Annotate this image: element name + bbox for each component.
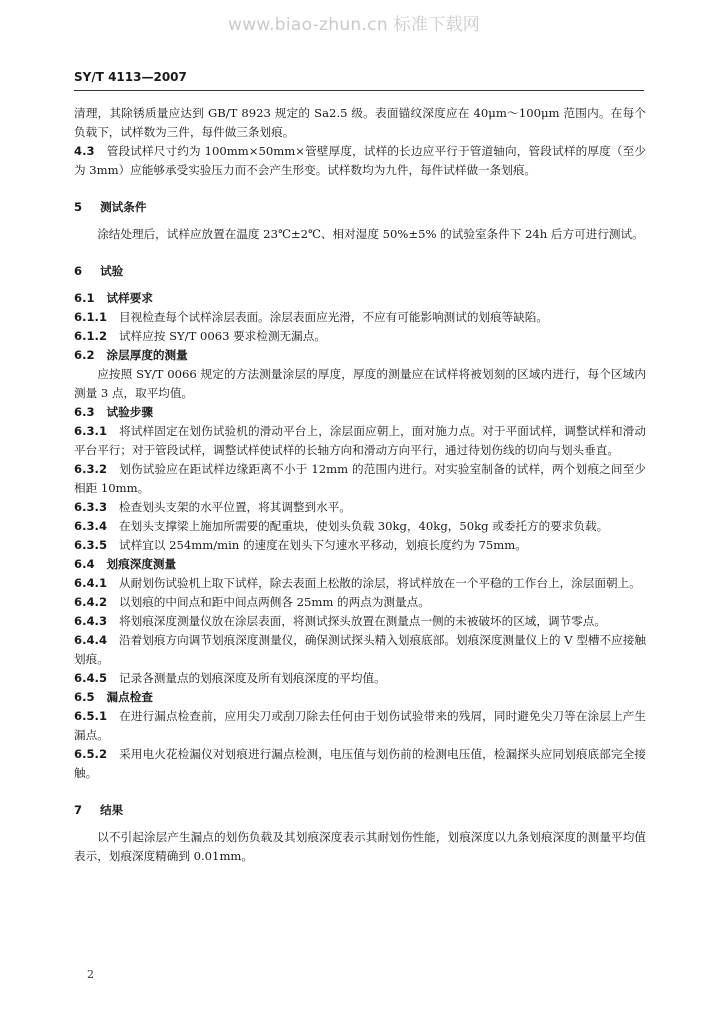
- clause-text: 将划痕深度测量仪放在涂层表面，将测试探头放置在测量点一侧的未被破坏的区域，调节零点。: [119, 614, 606, 628]
- section-number: 5: [74, 200, 83, 214]
- section-title: 测试条件: [100, 200, 147, 214]
- clause-text: 试样宜以 254mm/min 的速度在划头下匀速水平移动，划痕长度约为 75mm。: [119, 538, 527, 552]
- document-body: [74, 104, 646, 866]
- section-title: 结果: [100, 803, 124, 817]
- subsection-number: 6.5: [74, 690, 95, 704]
- clause-text: 检查划头支架的水平位置，将其调整到水平。: [119, 500, 351, 514]
- subsection-title: 试样要求: [106, 291, 153, 305]
- subsection-6-5-heading: [74, 688, 646, 707]
- subsection-6-1-heading: [74, 289, 646, 308]
- clause-text: 从耐划伤试验机上取下试样，除去表面上松散的涂层，将试样放在一个平稳的工作台上，涂层面朝上。: [119, 576, 641, 590]
- clause-number: 6.5.1: [74, 709, 108, 723]
- clause-6-4-3: [74, 612, 646, 631]
- clause-text: 目视检查每个试样涂层表面。涂层表面应光滑，不应有可能影响测试的划痕等缺陷。: [119, 310, 548, 324]
- subsection-number: 6.1: [74, 291, 95, 305]
- subsection-number: 6.3: [74, 405, 95, 419]
- clause-number: 6.4.4: [74, 633, 108, 647]
- clause-number: 6.3.5: [74, 538, 108, 552]
- clause-text: 在进行漏点检查前，应用尖刀或刮刀除去任何由于划伤试验带来的残屑，同时避免尖刀等在涂层上产生漏点。: [74, 709, 646, 742]
- clause-text: 以划痕的中间点和距中间点两侧各 25mm 的两点为测量点。: [119, 595, 430, 609]
- subsection-title: 漏点检查: [106, 690, 153, 704]
- clause-6-3-3: [74, 498, 646, 517]
- page-number: 2: [87, 968, 94, 981]
- clause-6-5-1: [74, 707, 646, 745]
- subsection-6-4-heading: [74, 555, 646, 574]
- clause-text: 将试样固定在划伤试验机的滑动平台上，涂层面应朝上，面对施力点。对于平面试样，调整试样和滑动平台平行；对于管段试样，调整试样使试样的长轴方向和滑动方向平行，通过待划伤线的切向与划头垂直。: [74, 424, 646, 457]
- clause-number: 6.1.1: [74, 310, 108, 324]
- clause-number: 6.5.2: [74, 747, 108, 761]
- clause-6-4-5: [74, 669, 646, 688]
- clause-6-3-2: [74, 460, 646, 498]
- clause-6-1-2: [74, 327, 646, 346]
- clause-number: 6.3.3: [74, 500, 108, 514]
- clause-6-3-4: [74, 517, 646, 536]
- section-number: 6: [74, 264, 83, 278]
- subsection-number: 6.2: [74, 348, 95, 362]
- clause-number: 6.4.3: [74, 614, 108, 628]
- clause-number: 6.1.2: [74, 329, 108, 343]
- clause-text: 试样应按 SY/T 0063 要求检测无漏点。: [119, 329, 326, 343]
- clause-text: 管段试样尺寸约为 100mm×50mm×管壁厚度，试样的长边应平行于管道轴向，管段试样的厚度（至少为 3mm）应能够承受实验压力而不会产生形变。试样数均为九件，每件试样做一条划痕。: [74, 144, 646, 177]
- paragraph-cleaning: 清理，其除锈质量应达到 GB/T 8923 规定的 Sa2.5 级。表面锚纹深度应在 40μm～100μm 范围内。在每个负载下，试样数为三件，每件做三条划痕。: [74, 106, 646, 139]
- clause-number: 6.4.5: [74, 671, 108, 685]
- clause-number: 4.3: [74, 144, 95, 158]
- standard-code: SY/T 4113—2007: [74, 70, 187, 84]
- clause-6-5-2: [74, 745, 646, 783]
- subsection-title: 涂层厚度的测量: [106, 348, 188, 362]
- watermark: www.biao-zhun.cn 标准下载网: [228, 15, 481, 35]
- section-5-heading: [74, 198, 646, 217]
- clause-6-3-5: [74, 536, 646, 555]
- clause-text: 在划头支撑梁上施加所需要的配重块，使划头负载 30kg，40kg，50kg 或委托方的要求负载。: [119, 519, 609, 533]
- section-title: 试验: [100, 264, 124, 278]
- clause-6-4-1: [74, 574, 646, 593]
- subsection-6-2-heading: [74, 346, 646, 365]
- subsection-6-3-heading: [74, 403, 646, 422]
- clause-6-4-4: [74, 631, 646, 669]
- section-5-text: 涂结处理后，试样应放置在温度 23℃±2℃、相对湿度 50%±5% 的试验室条件下 24h 后方可进行测试。: [97, 227, 644, 241]
- clause-number: 6.4.1: [74, 576, 108, 590]
- clause-number: 6.4.2: [74, 595, 108, 609]
- clause-text: 采用电火花检漏仪对划痕进行漏点检测，电压值与划伤前的检测电压值，检漏探头应同划痕底部完全接触。: [74, 747, 646, 780]
- clause-6-1-1: [74, 308, 646, 327]
- clause-6-3-1: [74, 422, 646, 460]
- subsection-title: 试验步骤: [106, 405, 153, 419]
- clause-number: 6.3.1: [74, 424, 108, 438]
- subsection-number: 6.4: [74, 557, 95, 571]
- clause-number: 6.3.4: [74, 519, 108, 533]
- clause-4-3: [74, 142, 646, 180]
- header-rule: [74, 90, 644, 91]
- section-7-text: 以不引起涂层产生漏点的划伤负载及其划痕深度表示其耐划伤性能，划痕深度以九条划痕深度的测量平均值表示，划痕深度精确到 0.01mm。: [74, 830, 646, 863]
- subsection-title: 划痕深度测量: [106, 557, 177, 571]
- section-number: 7: [74, 803, 83, 817]
- clause-text: 划伤试验应在距试样边缘距离不小于 12mm 的范围内进行。对实验室制备的试样，两个划痕之间至少相距 10mm。: [74, 462, 646, 495]
- subsection-6-2-text: 应按照 SY/T 0066 规定的方法测量涂层的厚度，厚度的测量应在试样将被划刻的区域内进行，每个区域内测量 3 点，取平均值。: [74, 367, 646, 400]
- clause-number: 6.3.2: [74, 462, 108, 476]
- section-6-heading: [74, 262, 646, 281]
- clause-text: 记录各测量点的划痕深度及所有划痕深度的平均值。: [119, 671, 386, 685]
- clause-6-4-2: [74, 593, 646, 612]
- section-7-heading: [74, 801, 646, 820]
- clause-text: 沿着划痕方向调节划痕深度测量仪，确保测试探头精入划痕底部。划痕深度测量仪上的 V 型槽不应接触划痕。: [74, 633, 646, 666]
